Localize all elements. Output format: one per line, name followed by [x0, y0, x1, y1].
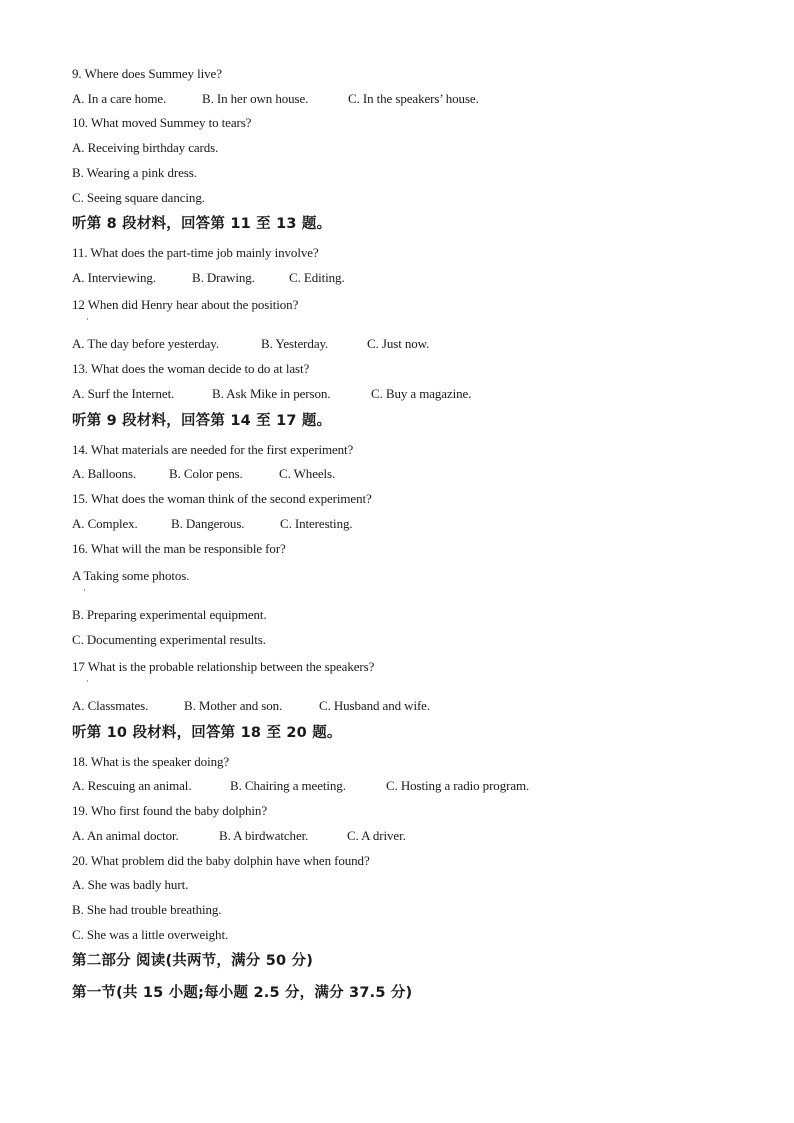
question-11: 11. What does the part-time job mainly involve?	[72, 245, 319, 260]
option-13b: B. Ask Mike in person.	[212, 386, 331, 401]
option-20b: B. She had trouble breathing.	[72, 902, 222, 917]
question-13: 13. What does the woman decide to do at last?	[72, 361, 310, 376]
option-11a: A. Interviewing.	[72, 270, 156, 285]
question-14: 14. What materials are needed for the first experiment?	[72, 442, 354, 457]
option-10a: A. Receiving birthday cards.	[72, 140, 219, 155]
option-9b: B. In her own house.	[202, 91, 309, 106]
option-10b: B. Wearing a pink dress.	[72, 165, 197, 180]
option-17a: A. Classmates.	[72, 698, 149, 713]
option-14a: A. Balloons.	[72, 466, 137, 481]
option-19b: B. A birdwatcher.	[219, 828, 309, 843]
option-18c: C. Hosting a radio program.	[386, 778, 530, 793]
question-11-options	[72, 270, 672, 286]
option-16a: A Taking some photos.	[72, 568, 190, 583]
question-20: 20. What problem did the baby dolphin have when found?	[72, 853, 370, 868]
question-14-options	[72, 466, 672, 482]
option-19a: A. An animal doctor.	[72, 828, 179, 843]
question-18-options	[72, 778, 712, 794]
option-11b: B. Drawing.	[192, 270, 255, 285]
question-17-options	[72, 698, 672, 714]
stray-mark: ·	[86, 314, 89, 324]
question-9: 9. Where does Summey live?	[72, 66, 222, 81]
option-12a: A. The day before yesterday.	[72, 336, 219, 351]
option-9a: A. In a care home.	[72, 91, 167, 106]
question-18: 18. What is the speaker doing?	[72, 754, 230, 769]
option-16b: B. Preparing experimental equipment.	[72, 607, 267, 622]
stray-mark: ·	[86, 676, 89, 686]
option-12c: C. Just now.	[367, 336, 430, 351]
option-14b: B. Color pens.	[169, 466, 243, 481]
part-two-section-one-heading: 第一节(共 15 小题;每小题 2.5 分，满分 37.5 分)	[72, 985, 413, 1001]
option-14c: C. Wheels.	[279, 466, 336, 481]
question-13-options	[72, 386, 672, 402]
option-20a: A. She was badly hurt.	[72, 877, 189, 892]
option-17c: C. Husband and wife.	[319, 698, 431, 713]
option-19c: C. A driver.	[347, 828, 406, 843]
question-12-options	[72, 336, 672, 352]
section-heading-8: 听第 8 段材料，回答第 11 至 13 题。	[72, 216, 332, 232]
option-17b: B. Mother and son.	[184, 698, 283, 713]
question-10: 10. What moved Summey to tears?	[72, 115, 252, 130]
option-13c: C. Buy a magazine.	[371, 386, 472, 401]
stray-mark: ·	[83, 585, 86, 595]
option-9c: C. In the speakers’ house.	[348, 91, 479, 106]
question-9-options	[72, 91, 672, 107]
section-heading-9: 听第 9 段材料，回答第 14 至 17 题。	[72, 413, 332, 429]
option-15b: B. Dangerous.	[171, 516, 245, 531]
option-12b: B. Yesterday.	[261, 336, 329, 351]
option-15c: C. Interesting.	[280, 516, 353, 531]
question-17: 17 What is the probable relationship between the speakers?	[72, 659, 375, 674]
question-15: 15. What does the woman think of the second experiment?	[72, 491, 372, 506]
question-19: 19. Who first found the baby dolphin?	[72, 803, 268, 818]
section-heading-10: 听第 10 段材料，回答第 18 至 20 题。	[72, 725, 342, 741]
option-18a: A. Rescuing an animal.	[72, 778, 192, 793]
option-18b: B. Chairing a meeting.	[230, 778, 346, 793]
question-16: 16. What will the man be responsible for?	[72, 541, 286, 556]
question-12: 12 When did Henry hear about the position?	[72, 297, 299, 312]
question-15-options	[72, 516, 672, 532]
option-13a: A. Surf the Internet.	[72, 386, 175, 401]
option-16c: C. Documenting experimental results.	[72, 632, 266, 647]
option-11c: C. Editing.	[289, 270, 345, 285]
question-19-options	[72, 828, 672, 844]
option-15a: A. Complex.	[72, 516, 138, 531]
option-10c: C. Seeing square dancing.	[72, 190, 205, 205]
option-20c: C. She was a little overweight.	[72, 927, 229, 942]
part-two-heading: 第二部分 阅读(共两节，满分 50 分)	[72, 953, 314, 969]
